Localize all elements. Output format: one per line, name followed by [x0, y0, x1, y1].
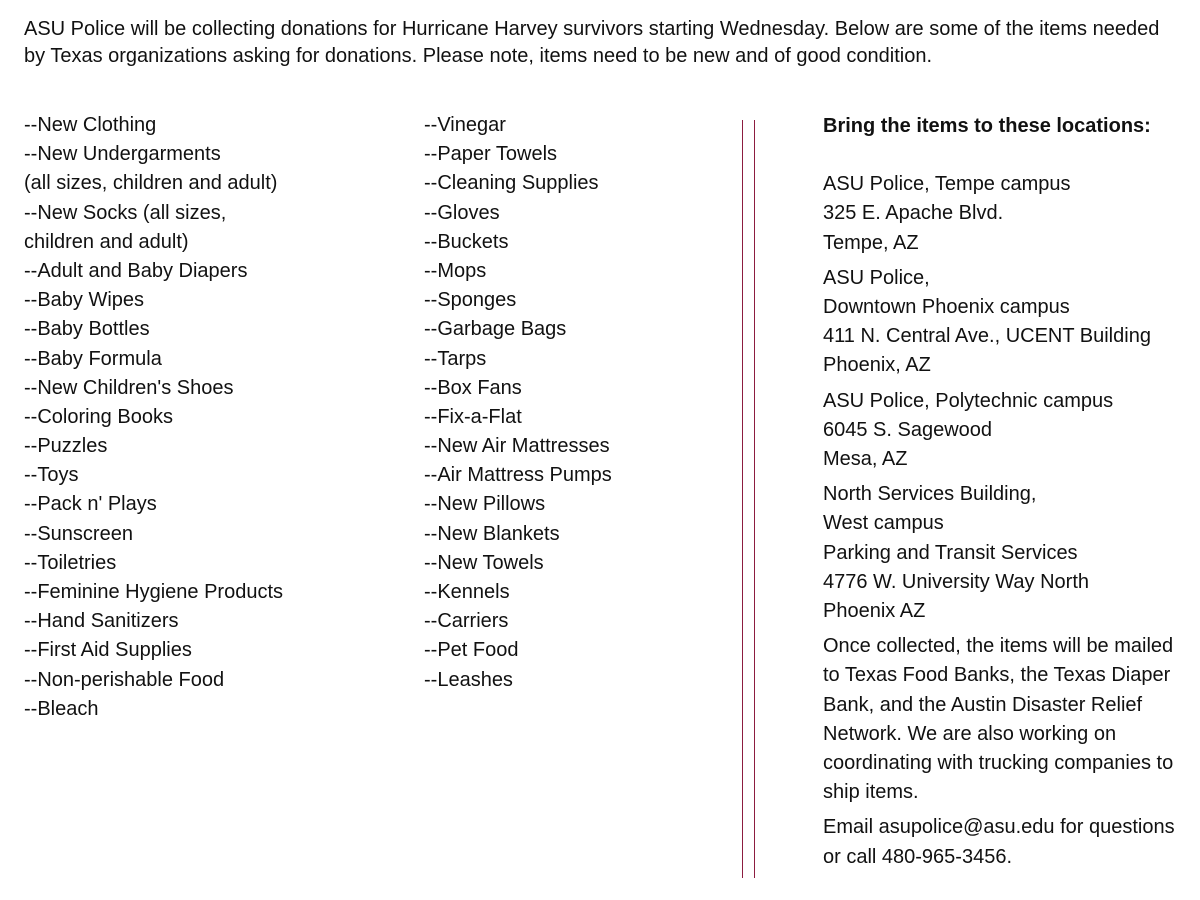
donation-item: children and adult): [24, 230, 189, 253]
donation-item: --New Clothing: [24, 114, 157, 136]
location-block: [823, 480, 1183, 626]
donation-item: --New Socks (all sizes,: [24, 201, 227, 224]
donation-item: --New Towels: [424, 551, 544, 574]
divider-rule-right: [754, 120, 755, 878]
location-line: Tempe, AZ: [823, 231, 919, 254]
location-line: North Services Building,: [823, 483, 1037, 506]
divider-rule-left: [742, 120, 743, 878]
location-line: Mesa, AZ: [823, 448, 908, 471]
donation-item: --Garbage Bags: [424, 318, 567, 341]
shipping-note: Once collected, the items will be mailed to Texas Food Banks, the Texas Diaper Bank, and the Austin Disaster Relief Network. We are also working on coordinating with trucking companies to ship items.: [823, 635, 1174, 804]
intro-paragraph: ASU Police will be collecting donations for Hurricane Harvey survivors starting Wednesday. Below are some of the items needed by Texas organizations asking for donations. Please note, items need to be new and of good condition.: [24, 18, 1160, 67]
location-line: ASU Police, Polytechnic campus: [823, 389, 1114, 412]
donation-item: --Adult and Baby Diapers: [24, 259, 248, 282]
donation-item: --Cleaning Supplies: [424, 172, 599, 195]
donation-item: --Toiletries: [24, 551, 117, 574]
location-block: [823, 264, 1183, 381]
location-line: 411 N. Central Ave., UCENT Building: [823, 325, 1151, 348]
donation-item: --Toys: [24, 464, 79, 487]
location-line: ASU Police,: [823, 266, 930, 289]
donation-item: --Air Mattress Pumps: [424, 464, 612, 487]
donation-item: --Sponges: [424, 289, 517, 312]
location-block: [823, 170, 1183, 258]
donation-item: (all sizes, children and adult): [24, 172, 278, 195]
donation-item: --First Aid Supplies: [24, 639, 192, 662]
donation-item: --Leashes: [424, 668, 513, 691]
location-line: West campus: [823, 512, 944, 535]
donation-item: --Bleach: [24, 697, 99, 720]
donation-item: --Baby Bottles: [24, 318, 150, 341]
locations-panel: [823, 112, 1183, 872]
donation-item: --Pack n' Plays: [24, 493, 157, 516]
donation-item: --Baby Formula: [24, 347, 162, 370]
location-line: Phoenix AZ: [823, 600, 926, 623]
locations-list: [823, 170, 1183, 626]
donation-item: --Mops: [424, 259, 487, 282]
donation-item: --Non-perishable Food: [24, 668, 225, 691]
donation-item: --Puzzles: [24, 435, 108, 458]
donation-item: --New Pillows: [424, 493, 546, 516]
donation-item: --Gloves: [424, 201, 500, 224]
donation-item: --Hand Sanitizers: [24, 610, 179, 633]
donation-item: --Paper Towels: [424, 143, 558, 166]
donation-item: --Vinegar: [424, 114, 506, 136]
donation-item: --New Undergarments: [24, 143, 221, 166]
donation-item: --Feminine Hygiene Products: [24, 581, 283, 603]
location-line: Downtown Phoenix campus: [823, 296, 1070, 319]
donation-item: --Kennels: [424, 581, 510, 603]
donation-item: --New Blankets: [424, 522, 560, 545]
location-line: Parking and Transit Services: [823, 541, 1078, 564]
location-block: [823, 387, 1183, 475]
donation-item: --Box Fans: [424, 376, 522, 399]
donation-item: --Fix-a-Flat: [424, 405, 522, 428]
donation-item: --Pet Food: [424, 639, 519, 662]
donation-item: --Coloring Books: [24, 405, 173, 428]
donation-items-column-2: [424, 111, 612, 695]
donation-item: --New Children's Shoes: [24, 376, 234, 399]
locations-heading: Bring the items to these locations:: [823, 115, 1151, 137]
contact-info: Email asupolice@asu.edu for questions or call 480-965-3456.: [823, 816, 1175, 868]
donation-items-column-1: [24, 111, 283, 724]
donation-item: --New Air Mattresses: [424, 435, 610, 458]
location-line: 325 E. Apache Blvd.: [823, 202, 1004, 225]
location-line: ASU Police, Tempe campus: [823, 173, 1071, 196]
location-line: Phoenix, AZ: [823, 354, 931, 377]
donation-item: --Buckets: [424, 230, 509, 253]
donation-item: --Baby Wipes: [24, 289, 145, 312]
location-line: 6045 S. Sagewood: [823, 418, 993, 441]
donation-item: --Tarps: [424, 347, 487, 370]
location-line: 4776 W. University Way North: [823, 570, 1090, 593]
donation-item: --Carriers: [424, 610, 509, 633]
donation-item: --Sunscreen: [24, 522, 133, 545]
